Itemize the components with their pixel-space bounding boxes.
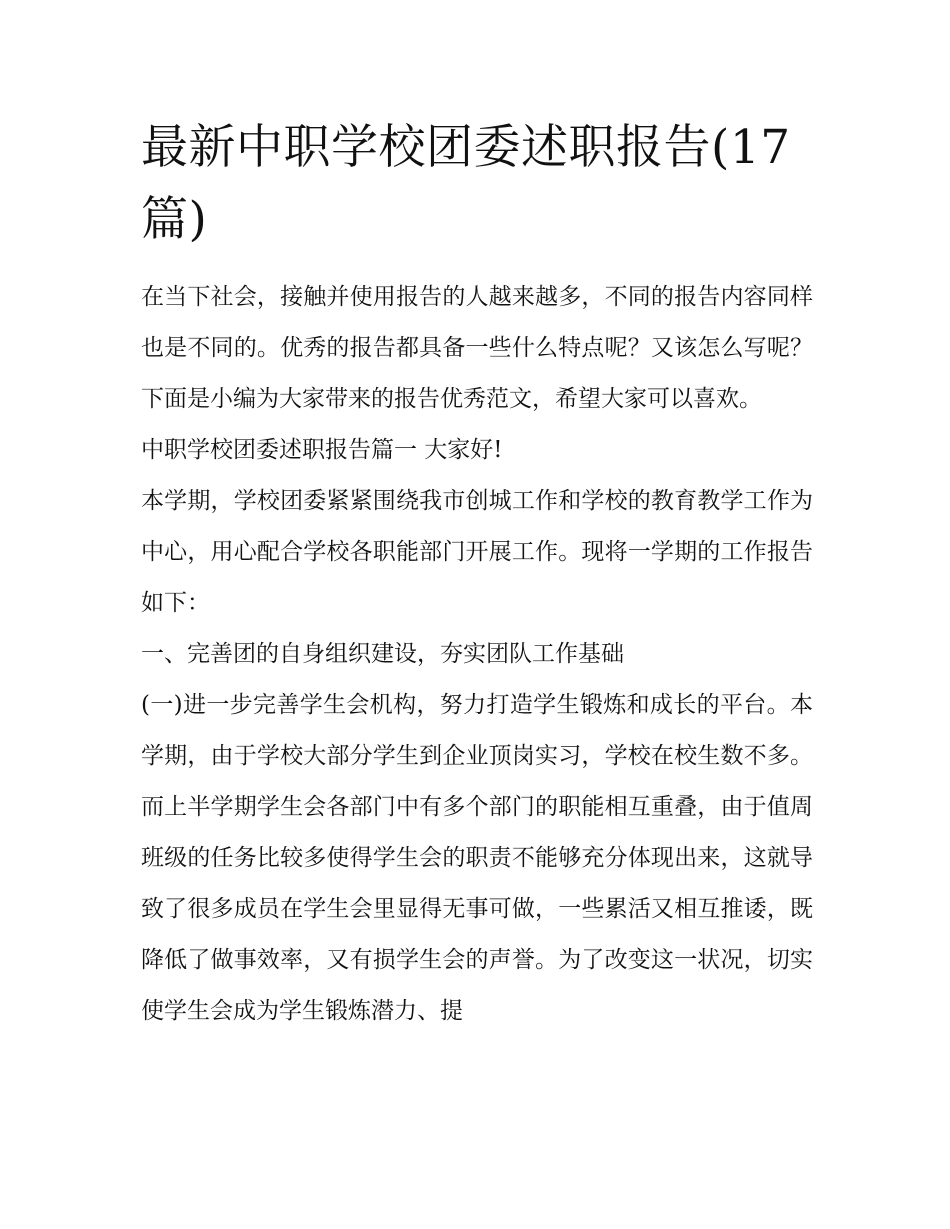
document-page [141, 112, 813, 1037]
document-body [141, 272, 813, 1037]
paragraph-student-union: (一)进一步完善学生会机构，努力打造学生锻炼和成长的平台。本学期，由于学校大部分学生到企业顶岗实习，学校在校生数不多。而上半学期学生会各部门中有多个部门的职能相互重叠，由于值周班级的任务比较多使得学生会的职责不能够充分体现出来，这就导致了很多成员在学生会里显得无事可做，一些累活又相互推诿，既降低了做事效率，又有损学生会的声誉。为了改变这一状况，切实使学生会成为学生锻炼潜力、提 [141, 692, 813, 1024]
paragraph-semester-summary: 本学期，学校团委紧紧围绕我市创城工作和学校的教育教学工作为中心，用心配合学校各职能部门开展工作。现将一学期的工作报告如下： [141, 488, 813, 616]
paragraph-intro: 在当下社会，接触并使用报告的人越来越多，不同的报告内容同样也是不同的。优秀的报告都具备一些什么特点呢？又该怎么写呢？下面是小编为大家带来的报告优秀范文，希望大家可以喜欢。 [141, 284, 813, 412]
paragraph-section-heading: 中职学校团委述职报告篇一 大家好! [141, 437, 503, 463]
paragraph-heading-one: 一、完善团的自身组织建设，夯实团队工作基础 [141, 641, 624, 667]
document-title: 最新中职学校团委述职报告(17篇) [141, 120, 791, 247]
